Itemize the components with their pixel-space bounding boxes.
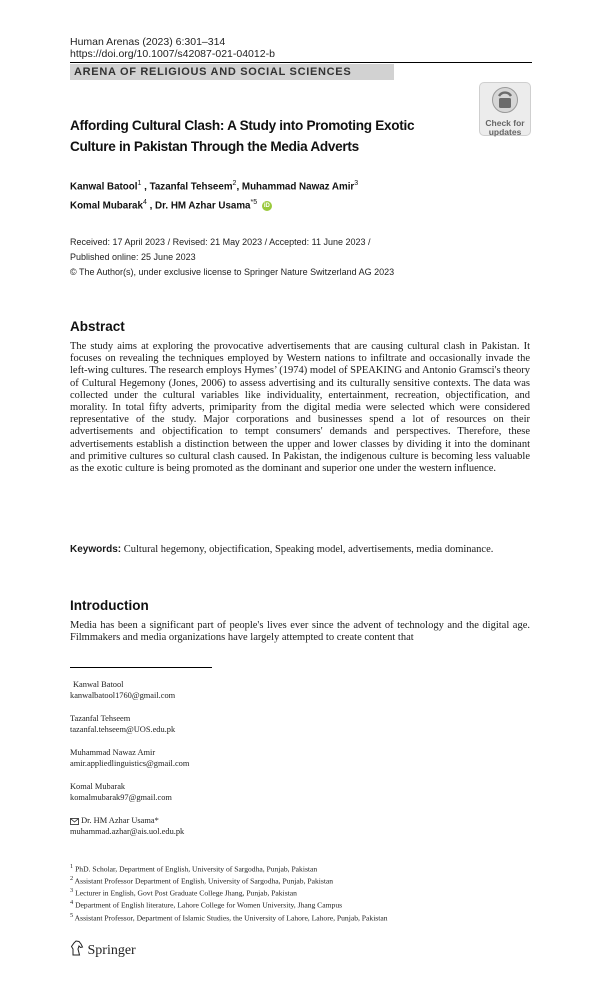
doi-link[interactable]: https://doi.org/10.1007/s42087-021-04012-b (70, 48, 275, 60)
article-title: Affording Cultural Clash: A Study into Promoting Exotic Culture in Pakistan Through the Media Adverts (70, 118, 415, 154)
contact-email[interactable]: komalmubarak97@gmail.com (70, 793, 172, 802)
author-sup: 4 (142, 199, 147, 206)
contact-name: Tazanfal Tehseem (70, 714, 131, 723)
introduction-text: Media has been a significant part of people's lives ever since the advent of technology and the digital age. Filmmakers and media organizations have largely attempted to create content that (70, 620, 530, 644)
affiliation-text: Assistant Professor Department of English, University of Sargodha, Punjab, Pakistan (74, 876, 334, 886)
author-name: Komal Mubarak (70, 200, 143, 212)
author-name: Kanwal Batool (70, 181, 138, 193)
author-name: Tazanfal Tehseem (149, 181, 233, 193)
section-label: ARENA OF RELIGIOUS AND SOCIAL SCIENCES (74, 66, 352, 78)
author-sup: 3 (354, 180, 359, 187)
springer-logo (70, 940, 136, 959)
affiliation-item (70, 911, 388, 923)
affiliation-item (70, 886, 388, 898)
affiliation-text: Assistant Professor, Department of Islamic Studies, the University of Lahore, Lahore, Punjab, Pakistan (74, 913, 388, 923)
introduction-heading: Introduction (70, 598, 149, 613)
affiliation-item (70, 898, 388, 910)
affiliation-item (70, 874, 388, 886)
author-sup: *5 (250, 199, 258, 206)
contact-email[interactable]: amir.appliedlinguistics@gmail.com (70, 759, 190, 768)
contact-name: Komal Mubarak (70, 782, 126, 791)
author-sup: 2 (232, 180, 237, 187)
contact-email[interactable]: muhammad.azhar@ais.uol.edu.pk (70, 827, 185, 836)
badge-line-2: updates (488, 126, 522, 137)
orcid-icon[interactable]: iD (263, 202, 270, 209)
footnote-rule (70, 667, 212, 668)
author-line-2: Komal Mubarak$^4$ , Dr. HM Azhar Usama$^{*5}$ iD (70, 199, 270, 212)
check-for-updates-badge[interactable] (479, 82, 531, 136)
affiliation-list (70, 862, 388, 923)
affiliation-num: 1 (70, 863, 74, 870)
abstract-heading: Abstract (70, 319, 125, 334)
keywords-label: Keywords: (70, 544, 122, 555)
author-sup: 1 (137, 180, 142, 187)
affiliation-num: 3 (70, 887, 74, 895)
history-dates: Received: 17 April 2023 / Revised: 21 May 2023 / Accepted: 11 June 2023 / (70, 237, 371, 247)
journal-citation: Human Arenas (2023) 6:301–314 (70, 36, 226, 48)
badge-line-1: Check for (485, 118, 525, 128)
affiliation-item (70, 862, 388, 874)
affiliation-num: 5 (70, 911, 74, 919)
affiliation-num: 4 (70, 899, 74, 907)
publisher-name: Springer (87, 943, 136, 958)
published-date: Published online: 25 June 2023 (70, 252, 196, 262)
contact-name: Kanwal Batool (73, 680, 124, 689)
envelope-icon (70, 818, 79, 825)
section-banner (70, 64, 394, 80)
copyright-notice: © The Author(s), under exclusive license to Springer Nature Switzerland AG 2023 (70, 267, 395, 277)
springer-horse-icon (70, 940, 84, 956)
header-rule (70, 62, 532, 63)
contact-block (70, 747, 189, 769)
keywords (70, 543, 530, 557)
author-line-1: Kanwal Batool$^1$ , Tazanfal Tehseem$^2$, Muhammad Nawaz Amir$^3$ (70, 180, 359, 193)
contact-block (70, 815, 184, 837)
contact-email[interactable]: kanwalbatool1760@gmail.com (70, 691, 176, 700)
contact-name: Dr. HM Azhar Usama* (81, 816, 159, 825)
keywords-text: Cultural hegemony, objectification, Speaking model, advertisements, media dominance. (123, 544, 494, 555)
affiliation-text: Department of English literature, Lahore College for Women University, Jhang Campus (75, 900, 343, 910)
contact-name: Muhammad Nawaz Amir (70, 748, 156, 757)
contact-block (70, 679, 175, 701)
contact-block (70, 713, 175, 735)
check-for-updates-icon (491, 86, 519, 114)
affiliation-num: 2 (70, 875, 74, 883)
contact-email[interactable]: tazanfal.tehseem@UOS.edu.pk (70, 725, 176, 734)
affiliation-text: PhD. Scholar, Department of English, University of Sargodha, Punjab, Pakistan (75, 864, 318, 874)
contact-block (70, 781, 172, 803)
author-name: Dr. HM Azhar Usama (155, 200, 251, 212)
abstract-text: The study aims at exploring the provocative advertisements that are causing cultural clash in Pakistan. It focuses on revealing the techniques employed by Western nations to infiltrate and occasionally invade the left-wing cultures. The research employs Hymes’ (1974) model of SPEAKING and Antonio Gramsci's theory of Cultural Hegemony (Jones, 2006) to assess advertising and its culturally sensitive contexts. The data was collected under the cultural variables like individuality, entertainment, recreation, objectification, and morality. In total fifty adverts, primiparity from the digital media were selected which were considered representative of the study. Major corporations and businesses spend a lot of resources on their advertisements and objectification to tempt consumers' demands and perspectives. Therefore, these advertisements establish a distinction between the upper and lower classes by dividing it into the dominant and primitive cultures so cultural clash caused. In Pakistan, the indigenous culture is becoming less valuable as the exotic culture is being promoted as the dominant and superior one under the western influence. (70, 341, 530, 475)
author-name: Muhammad Nawaz Amir (241, 181, 355, 193)
affiliation-text: Lecturer in English, Govt Post Graduate College Jhang, Punjab, Pakistan (75, 888, 297, 898)
